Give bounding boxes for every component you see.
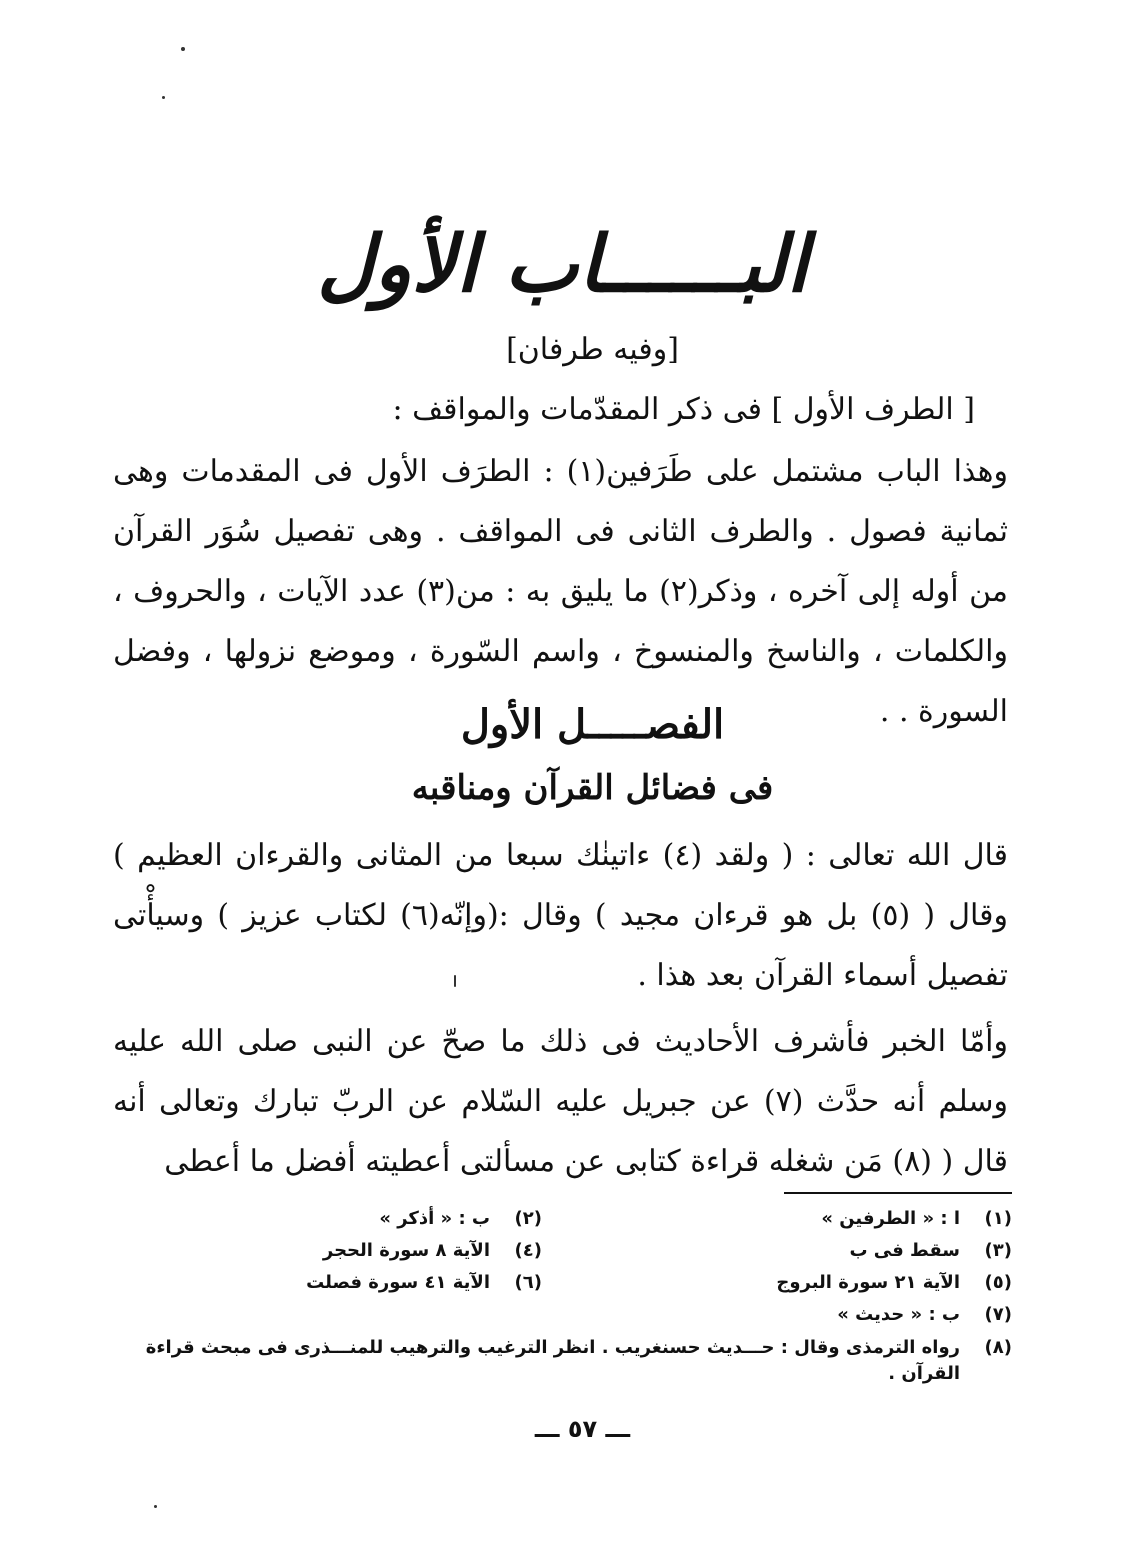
footnote-divider [784,1192,1012,1194]
chapter-title: البــــــاب الأول [317,219,808,310]
footnote-number: (٧) [984,1304,1012,1325]
footnote-number: (٦) [514,1272,542,1293]
first-part-heading: [ الطرف الأول ] فى ذكر المقدّمات والمواقف : [392,392,975,427]
section-heading: الفصـــــل الأول [460,701,725,748]
footnote-item [582,1203,1012,1235]
footnote-item [112,1235,542,1267]
footnote-text: رواه الترمذى وقال : حـــديث حسنغريب . انظر الترغيب والترهيب للمنـــذرى فى مبحث قراءة القرآن . [145,1337,960,1384]
footnote-text: ب : « أذكر » [379,1208,490,1229]
sub-heading: [وفيه طرفان] [506,332,679,367]
footnote-text: ب : « حديث » [837,1304,960,1325]
footnote-number: (٢) [514,1208,542,1229]
hadith-paragraph: وأمّا الخبر فأشرف الأحاديث فى ذلك ما صحّ عن النبى صلى الله عليه وسلم أنه حدَّث (٧) عن جبريل عليه السّلام عن الربّ تبارك وتعالى أنه قال ( (٨) مَن شغله قراءة كتابى عن مسألتى أعطيته أفضل ما أعطى [113,1024,1008,1179]
section-subheading: فى فضائل القرآن ومناقبه [411,768,774,808]
footnote-number: (٣) [984,1240,1012,1261]
quran-verses-paragraph: قال الله تعالى : ( ولقد (٤) ءاتينٰك سبعا من المثانى والقرءان العظيم ) وقال ( (٥) بل هو قرءان مجيد ) وقال :(وإنّه(٦) لكتاب عزيز ) وسيأْتى تفصيل أسماء القرآن بعد هذا . [113,838,1009,993]
scan-speck [162,96,165,99]
footnote-item [112,1335,1012,1387]
footnote-number: (٤) [514,1240,542,1261]
intro-paragraph: وهذا الباب مشتمل على طَرَفين(١) : الطرَف الأول فى المقدمات وهى ثمانية فصول . والطرف الثانى فى المواقف . وهى تفصيل سُوَر القرآن من أوله إلى آخره ، وذكر(٢) ما يليق به : من(٣) عدد الآيات ، والحروف ، والكلمات ، والناسخ والمنسوخ ، واسم السّورة ، وموضع نزولها ، وفضل السورة . . [113,454,1008,729]
footnote-item [112,1203,542,1235]
page-number: ـــ ٥٧ ـــ [534,1415,631,1443]
footnote-item [112,1267,542,1299]
footnote-item [582,1267,1012,1299]
footnotes [112,1203,1012,1387]
footnote-number: (١) [984,1208,1012,1229]
scan-speck [181,47,185,51]
scan-speck [154,1505,157,1508]
footnote-number: (٥) [984,1272,1012,1293]
footnotes-grid [112,1203,1012,1331]
footnote-text: ا : « الطرفين » [821,1208,960,1229]
footnote-number: (٨) [984,1337,1012,1358]
footnote-item [582,1235,1012,1267]
footnote-text: سقط فى ب [849,1240,960,1261]
footnote-text: الآية ٢١ سورة البروج [776,1272,960,1293]
footnote-item [582,1299,1012,1331]
footnote-text: الآية ٨ سورة الحجر [322,1240,490,1261]
footnote-text: الآية ٤١ سورة فصلت [306,1272,490,1293]
